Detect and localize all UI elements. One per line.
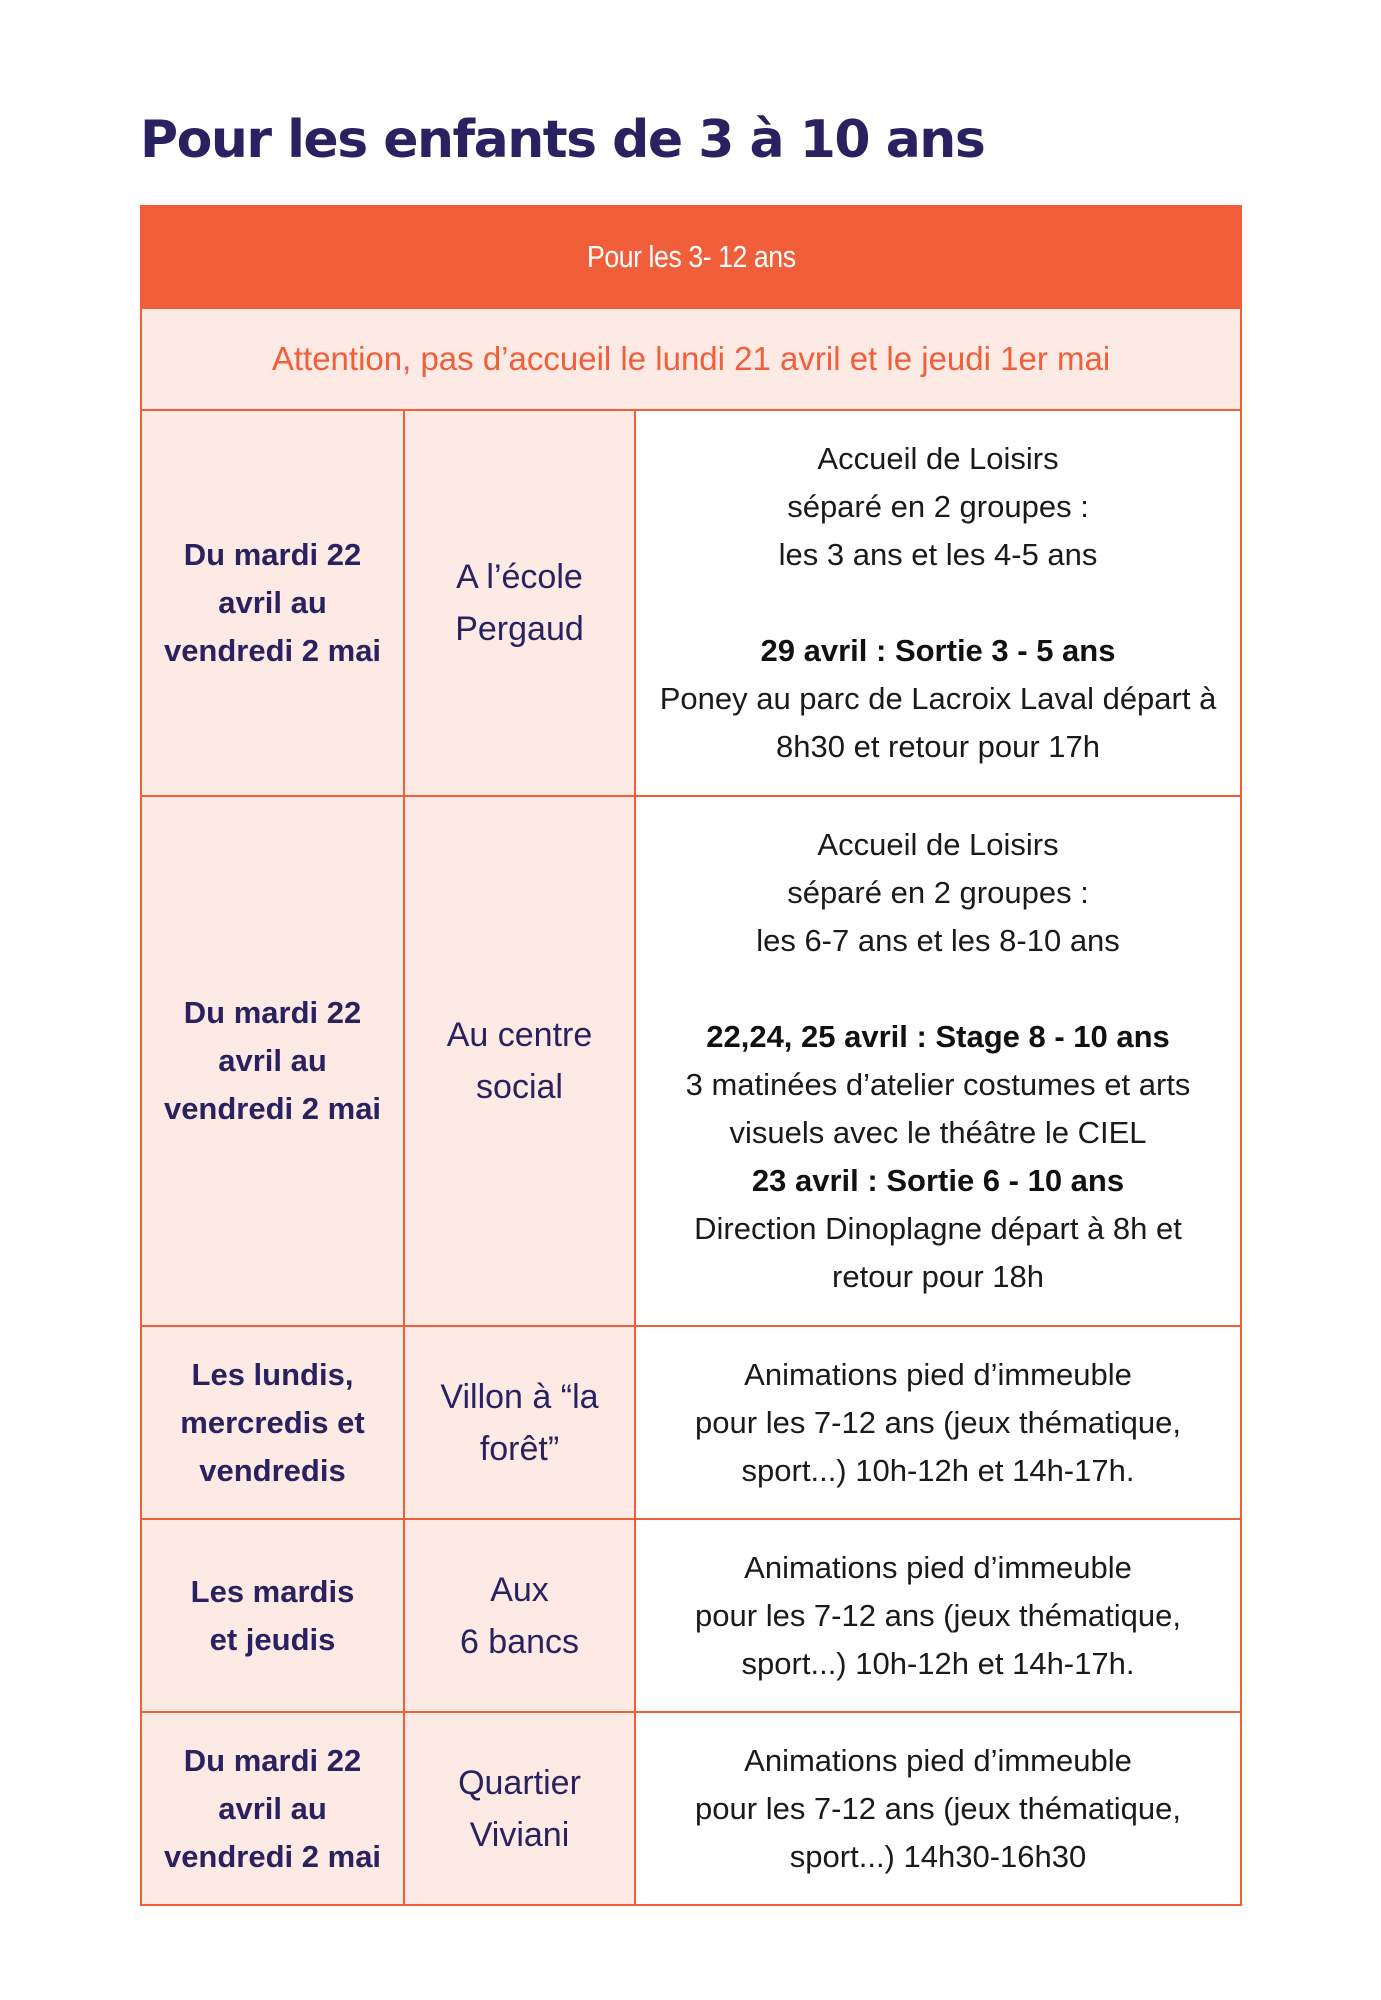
- notice-row: [141, 308, 1241, 410]
- table-header-label: Pour les 3- 12 ans: [586, 239, 796, 274]
- desc-line: pour les 7-12 ans (jeux thématique,: [695, 1597, 1181, 1633]
- date-line: vendredis: [199, 1452, 346, 1488]
- date-line: Les lundis,: [191, 1356, 354, 1392]
- desc-line: sport...) 10h-12h et 14h-17h.: [741, 1452, 1135, 1488]
- place-line: Pergaud: [455, 610, 584, 648]
- date-line: Du mardi 22: [183, 995, 362, 1030]
- place-line: Aux: [490, 1570, 549, 1609]
- desc-line: séparé en 2 groupes :: [787, 875, 1089, 910]
- date-line: vendredi 2 mai: [163, 1838, 382, 1874]
- desc-line: sport...) 14h30-16h30: [789, 1838, 1087, 1874]
- desc-line: séparé en 2 groupes :: [787, 489, 1089, 524]
- desc-line: 8h30 et retour pour 17h: [776, 729, 1101, 764]
- description-cell: [635, 1519, 1241, 1712]
- description-cell: [635, 1712, 1241, 1905]
- place-line: forêt”: [479, 1429, 560, 1468]
- desc-line: Poney au parc de Lacroix Laval départ à: [659, 681, 1217, 716]
- page-title: Pour les enfants de 3 à 10 ans: [140, 110, 985, 170]
- date-line: et jeudis: [209, 1621, 336, 1657]
- desc-highlight: 29 avril : Sortie 3 - 5 ans: [760, 633, 1116, 668]
- desc-line: 3 matinées d’atelier costumes et arts: [685, 1067, 1191, 1102]
- desc-line: Direction Dinoplagne départ à 8h et: [694, 1211, 1182, 1246]
- place-cell: [404, 1712, 635, 1905]
- table-row: [141, 410, 1241, 796]
- table-row: [141, 1519, 1241, 1712]
- date-line: Du mardi 22: [183, 537, 362, 572]
- place-line: A l’école: [456, 558, 583, 596]
- place-cell: [404, 1326, 635, 1519]
- desc-highlight: 23 avril : Sortie 6 - 10 ans: [751, 1163, 1125, 1198]
- date-cell: [141, 410, 404, 796]
- notice-text: Attention, pas d’accueil le lundi 21 avril et le jeudi 1er mai: [141, 308, 1241, 410]
- place-line: Viviani: [469, 1815, 570, 1854]
- place-line: Villon à “la: [440, 1377, 599, 1416]
- date-line: avril au: [218, 1790, 327, 1826]
- table-header: [141, 206, 1241, 308]
- place-cell: [404, 410, 635, 796]
- desc-line: Animations pied d’immeuble: [744, 1356, 1132, 1392]
- description-cell: [635, 796, 1241, 1326]
- desc-spacer: [644, 965, 1232, 1013]
- desc-spacer: [644, 579, 1232, 627]
- table-row: [141, 796, 1241, 1326]
- date-cell: [141, 796, 404, 1326]
- desc-line: les 6-7 ans et les 8-10 ans: [756, 923, 1120, 958]
- desc-line: Animations pied d’immeuble: [744, 1549, 1132, 1585]
- date-line: mercredis et: [180, 1404, 365, 1440]
- date-cell: [141, 1519, 404, 1712]
- date-line: Les mardis: [190, 1573, 355, 1609]
- desc-line: pour les 7-12 ans (jeux thématique,: [695, 1790, 1181, 1826]
- desc-line: Accueil de Loisirs: [817, 441, 1059, 476]
- date-cell: [141, 1326, 404, 1519]
- desc-line: sport...) 10h-12h et 14h-17h.: [741, 1645, 1135, 1681]
- desc-line: visuels avec le théâtre le CIEL: [729, 1115, 1147, 1150]
- description-cell: [635, 410, 1241, 796]
- table-row: [141, 1712, 1241, 1905]
- place-line: social: [476, 1068, 563, 1106]
- date-line: avril au: [218, 1043, 327, 1078]
- desc-line: retour pour 18h: [832, 1259, 1044, 1294]
- date-line: Du mardi 22: [183, 1742, 362, 1778]
- desc-line: pour les 7-12 ans (jeux thématique,: [695, 1404, 1181, 1440]
- place-line: 6 bancs: [459, 1622, 580, 1661]
- place-cell: [404, 1519, 635, 1712]
- desc-highlight: 22,24, 25 avril : Stage 8 - 10 ans: [706, 1019, 1170, 1054]
- table-row: [141, 1326, 1241, 1519]
- date-cell: [141, 1712, 404, 1905]
- date-line: vendredi 2 mai: [163, 633, 382, 668]
- description-cell: [635, 1326, 1241, 1519]
- desc-line: Accueil de Loisirs: [817, 827, 1059, 862]
- desc-line: les 3 ans et les 4-5 ans: [778, 537, 1098, 572]
- table-header-row: [141, 206, 1241, 308]
- place-line: Au centre: [446, 1016, 593, 1054]
- date-line: vendredi 2 mai: [163, 1091, 382, 1126]
- place-line: Quartier: [458, 1763, 581, 1802]
- desc-line: Animations pied d’immeuble: [744, 1742, 1132, 1778]
- place-cell: [404, 796, 635, 1326]
- date-line: avril au: [218, 585, 327, 620]
- schedule-table: [140, 205, 1242, 1906]
